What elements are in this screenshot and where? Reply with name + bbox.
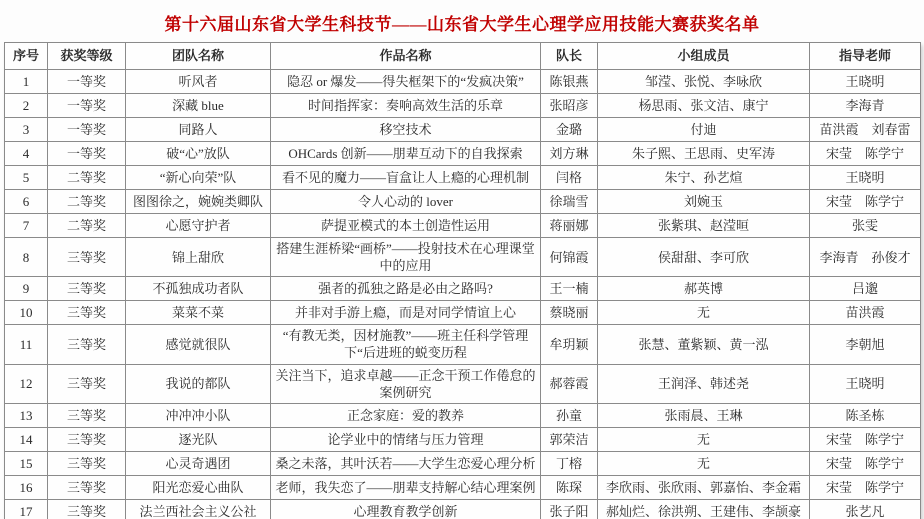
cell-teacher: 宋莹 陈学宁 <box>810 142 921 166</box>
cell-team: 心灵奇遇团 <box>126 451 271 475</box>
cell-teacher: 宋莹 陈学宁 <box>810 190 921 214</box>
cell-index: 7 <box>5 214 48 238</box>
cell-captain: 何锦霞 <box>541 238 598 277</box>
cell-teacher: 苗洪霞 刘春雷 <box>810 118 921 142</box>
cell-index: 17 <box>5 499 48 519</box>
cell-team: 菜菜不菜 <box>126 301 271 325</box>
cell-teacher: 李海青 孙俊才 <box>810 238 921 277</box>
cell-team: 深藏 blue <box>126 94 271 118</box>
cell-work: “有教无类，因材施教”——班主任科学管理下“后进班的蜕变历程 <box>271 325 541 364</box>
cell-teacher: 王晓明 <box>810 166 921 190</box>
cell-index: 1 <box>5 70 48 94</box>
cell-team: 逐光队 <box>126 427 271 451</box>
cell-team: 听风者 <box>126 70 271 94</box>
cell-team: 图图徐之，婉婉类卿队 <box>126 190 271 214</box>
table-row <box>5 118 921 142</box>
column-header-members: 小组成员 <box>598 43 810 70</box>
table-row <box>5 364 921 403</box>
cell-work: OHCards 创新——朋辈互动下的自我探索 <box>271 142 541 166</box>
cell-captain: 孙童 <box>541 403 598 427</box>
cell-members: 朱宁、孙艺煊 <box>598 166 810 190</box>
cell-team: 感觉就很队 <box>126 325 271 364</box>
column-header-captain: 队长 <box>541 43 598 70</box>
cell-members: 刘婉玉 <box>598 190 810 214</box>
table-row <box>5 325 921 364</box>
cell-captain: 牟玥颖 <box>541 325 598 364</box>
cell-teacher: 张艺凡 <box>810 499 921 519</box>
cell-captain: 王一楠 <box>541 277 598 301</box>
cell-index: 11 <box>5 325 48 364</box>
cell-award: 二等奖 <box>48 190 126 214</box>
cell-team: “新心向荣”队 <box>126 166 271 190</box>
cell-teacher: 李朝旭 <box>810 325 921 364</box>
cell-work: 看不见的魔力——盲盒让人上瘾的心理机制 <box>271 166 541 190</box>
table-row <box>5 142 921 166</box>
cell-members: 郝灿烂、徐洪朔、王建伟、李颉豪 <box>598 499 810 519</box>
cell-captain: 蒋丽娜 <box>541 214 598 238</box>
cell-captain: 丁榕 <box>541 451 598 475</box>
cell-award: 二等奖 <box>48 166 126 190</box>
cell-members: 张紫琪、赵滢晅 <box>598 214 810 238</box>
cell-members: 李欣雨、张欣雨、郭嘉怡、李金霜 <box>598 475 810 499</box>
cell-award: 三等奖 <box>48 238 126 277</box>
cell-teacher: 宋莹 陈学宁 <box>810 475 921 499</box>
cell-index: 13 <box>5 403 48 427</box>
table-row <box>5 427 921 451</box>
cell-members: 付迪 <box>598 118 810 142</box>
cell-award: 三等奖 <box>48 364 126 403</box>
cell-work: 移空技术 <box>271 118 541 142</box>
cell-award: 一等奖 <box>48 118 126 142</box>
cell-work: 搭建生涯桥梁“画桥”——投射技术在心理课堂中的应用 <box>271 238 541 277</box>
cell-members: 朱子熙、王思雨、史军涛 <box>598 142 810 166</box>
cell-captain: 徐瑞雪 <box>541 190 598 214</box>
table-row <box>5 277 921 301</box>
cell-award: 三等奖 <box>48 301 126 325</box>
cell-team: 锦上甜欣 <box>126 238 271 277</box>
table-row <box>5 190 921 214</box>
cell-award: 三等奖 <box>48 325 126 364</box>
column-header-teacher: 指导老师 <box>810 43 921 70</box>
cell-index: 16 <box>5 475 48 499</box>
cell-index: 8 <box>5 238 48 277</box>
table-row <box>5 94 921 118</box>
cell-award: 一等奖 <box>48 142 126 166</box>
cell-team: 我说的都队 <box>126 364 271 403</box>
cell-members: 无 <box>598 427 810 451</box>
cell-index: 9 <box>5 277 48 301</box>
cell-captain: 金璐 <box>541 118 598 142</box>
cell-teacher: 宋莹 陈学宁 <box>810 427 921 451</box>
cell-team: 不孤独成功者队 <box>126 277 271 301</box>
page-title: 第十六届山东省大学生科技节——山东省大学生心理学应用技能大赛获奖名单 <box>164 15 760 34</box>
cell-members: 无 <box>598 451 810 475</box>
cell-index: 4 <box>5 142 48 166</box>
cell-index: 5 <box>5 166 48 190</box>
cell-work: 正念家庭：爱的教养 <box>271 403 541 427</box>
table-row <box>5 403 921 427</box>
cell-team: 破“心”放队 <box>126 142 271 166</box>
cell-members: 张慧、董紫颖、黄一泓 <box>598 325 810 364</box>
cell-members: 侯甜甜、李可欣 <box>598 238 810 277</box>
cell-teacher: 宋莹 陈学宁 <box>810 451 921 475</box>
cell-teacher: 王晓明 <box>810 70 921 94</box>
cell-award: 一等奖 <box>48 94 126 118</box>
awards-table <box>4 42 921 519</box>
cell-members: 杨思雨、张文洁、康宁 <box>598 94 810 118</box>
column-header-award: 获奖等级 <box>48 43 126 70</box>
cell-award: 三等奖 <box>48 403 126 427</box>
cell-work: 论学业中的情绪与压力管理 <box>271 427 541 451</box>
cell-members: 郝英博 <box>598 277 810 301</box>
table-row <box>5 451 921 475</box>
table-row <box>5 301 921 325</box>
cell-team: 同路人 <box>126 118 271 142</box>
cell-work: 萨提亚模式的本土创造性运用 <box>271 214 541 238</box>
cell-teacher: 李海青 <box>810 94 921 118</box>
cell-award: 三等奖 <box>48 277 126 301</box>
cell-captain: 郭荣洁 <box>541 427 598 451</box>
table-row <box>5 70 921 94</box>
cell-index: 14 <box>5 427 48 451</box>
table-row <box>5 166 921 190</box>
cell-index: 6 <box>5 190 48 214</box>
cell-award: 一等奖 <box>48 70 126 94</box>
cell-teacher: 张雯 <box>810 214 921 238</box>
column-header-index: 序号 <box>5 43 48 70</box>
cell-work: 老师，我失恋了——朋辈支持解心结心理案例 <box>271 475 541 499</box>
cell-work: 并非对手游上瘾，而是对同学情谊上心 <box>271 301 541 325</box>
cell-work: 心理教育教学创新 <box>271 499 541 519</box>
cell-award: 三等奖 <box>48 475 126 499</box>
header-row <box>5 43 921 70</box>
cell-team: 冲冲冲小队 <box>126 403 271 427</box>
cell-award: 二等奖 <box>48 214 126 238</box>
cell-captain: 刘方琳 <box>541 142 598 166</box>
cell-members: 张雨晨、王琳 <box>598 403 810 427</box>
cell-work: 强者的孤独之路是必由之路吗? <box>271 277 541 301</box>
cell-team: 阳光恋爱心曲队 <box>126 475 271 499</box>
table-row <box>5 475 921 499</box>
cell-award: 三等奖 <box>48 451 126 475</box>
table-row <box>5 499 921 519</box>
cell-work: 令人心动的 lover <box>271 190 541 214</box>
cell-captain: 郝蓉霞 <box>541 364 598 403</box>
table-row <box>5 214 921 238</box>
cell-index: 10 <box>5 301 48 325</box>
cell-index: 2 <box>5 94 48 118</box>
cell-captain: 陈银燕 <box>541 70 598 94</box>
cell-members: 无 <box>598 301 810 325</box>
cell-work: 桑之未落，其叶沃若——大学生恋爱心理分析 <box>271 451 541 475</box>
cell-award: 三等奖 <box>48 427 126 451</box>
cell-members: 邹滢、张悦、李咏欣 <box>598 70 810 94</box>
cell-members: 王润泽、韩述尧 <box>598 364 810 403</box>
cell-award: 三等奖 <box>48 499 126 519</box>
cell-index: 3 <box>5 118 48 142</box>
cell-team: 心愿守护者 <box>126 214 271 238</box>
table-body <box>5 70 921 519</box>
cell-teacher: 王晓明 <box>810 364 921 403</box>
cell-work: 隐忍 or 爆发——得失框架下的“发疯决策” <box>271 70 541 94</box>
cell-captain: 陈琛 <box>541 475 598 499</box>
table-row <box>5 238 921 277</box>
cell-teacher: 陈圣栋 <box>810 403 921 427</box>
cell-captain: 张昭彦 <box>541 94 598 118</box>
cell-index: 12 <box>5 364 48 403</box>
cell-work: 关注当下，追求卓越——正念干预工作倦怠的案例研究 <box>271 364 541 403</box>
cell-captain: 闫格 <box>541 166 598 190</box>
cell-captain: 张子阳 <box>541 499 598 519</box>
cell-index: 15 <box>5 451 48 475</box>
column-header-team: 团队名称 <box>126 43 271 70</box>
cell-teacher: 吕邈 <box>810 277 921 301</box>
cell-team: 法兰西社会主义公社 <box>126 499 271 519</box>
cell-teacher: 苗洪霞 <box>810 301 921 325</box>
cell-work: 时间指挥家：奏响高效生活的乐章 <box>271 94 541 118</box>
cell-captain: 蔡晓丽 <box>541 301 598 325</box>
column-header-work: 作品名称 <box>271 43 541 70</box>
